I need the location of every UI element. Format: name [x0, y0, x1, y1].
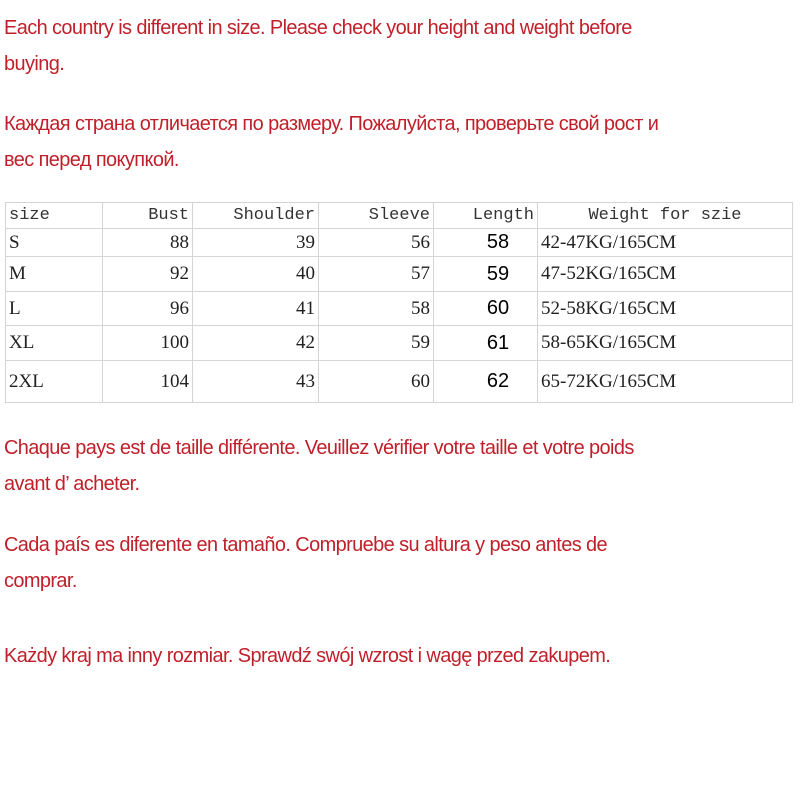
table-row — [6, 229, 793, 257]
note-line: comprar. — [4, 570, 77, 592]
cell-weight: 47-52KG/165CM — [538, 257, 793, 292]
note-french — [4, 430, 796, 502]
table-row — [6, 326, 793, 361]
cell-weight: 42-47KG/165CM — [538, 229, 793, 257]
table-row — [6, 292, 793, 326]
cell-sleeve: 58 — [319, 292, 434, 326]
header-length: Length — [434, 203, 538, 229]
note-spanish — [4, 527, 796, 599]
note-line: Każdy kraj ma inny rozmiar. Sprawdź swój wzrost i wagę przed zakupem. — [4, 645, 611, 667]
cell-shoulder: 39 — [193, 229, 319, 257]
size-chart-table — [5, 202, 793, 403]
cell-size: M — [6, 257, 103, 292]
cell-length: 61 — [434, 326, 538, 361]
table-row — [6, 257, 793, 292]
cell-bust: 88 — [103, 229, 193, 257]
cell-size: XL — [6, 326, 103, 361]
header-shoulder: Shoulder — [193, 203, 319, 229]
table-header-row — [6, 203, 793, 229]
note-russian — [4, 106, 796, 178]
cell-sleeve: 56 — [319, 229, 434, 257]
note-polish — [4, 638, 796, 674]
header-sleeve: Sleeve — [319, 203, 434, 229]
cell-sleeve: 60 — [319, 361, 434, 403]
cell-bust: 104 — [103, 361, 193, 403]
header-weight: Weight for szie — [538, 203, 793, 229]
note-line: Each country is different in size. Please check your height and weight before — [4, 17, 632, 39]
table-row — [6, 361, 793, 403]
note-line: avant d’ acheter. — [4, 473, 140, 495]
note-line: Каждая страна отличается по размеру. Пожалуйста, проверьте свой рост и — [4, 113, 659, 135]
cell-bust: 92 — [103, 257, 193, 292]
cell-weight: 52-58KG/165CM — [538, 292, 793, 326]
cell-length: 60 — [434, 292, 538, 326]
cell-length: 62 — [434, 361, 538, 403]
cell-sleeve: 59 — [319, 326, 434, 361]
note-line: Chaque pays est de taille différente. Veuillez vérifier votre taille et votre poids — [4, 437, 634, 459]
note-line: buying. — [4, 53, 65, 75]
cell-bust: 96 — [103, 292, 193, 326]
cell-length: 58 — [434, 229, 538, 257]
cell-weight: 58-65KG/165CM — [538, 326, 793, 361]
cell-shoulder: 42 — [193, 326, 319, 361]
cell-shoulder: 41 — [193, 292, 319, 326]
cell-shoulder: 40 — [193, 257, 319, 292]
header-bust: Bust — [103, 203, 193, 229]
note-english — [4, 10, 796, 82]
cell-size: S — [6, 229, 103, 257]
note-line: вес перед покупкой. — [4, 149, 179, 171]
note-line: Cada país es diferente en tamaño. Compruebe su altura y peso antes de — [4, 534, 608, 556]
header-size: size — [6, 203, 103, 229]
cell-size: L — [6, 292, 103, 326]
cell-weight: 65-72KG/165CM — [538, 361, 793, 403]
cell-length: 59 — [434, 257, 538, 292]
cell-sleeve: 57 — [319, 257, 434, 292]
cell-bust: 100 — [103, 326, 193, 361]
cell-size: 2XL — [6, 361, 103, 403]
cell-shoulder: 43 — [193, 361, 319, 403]
